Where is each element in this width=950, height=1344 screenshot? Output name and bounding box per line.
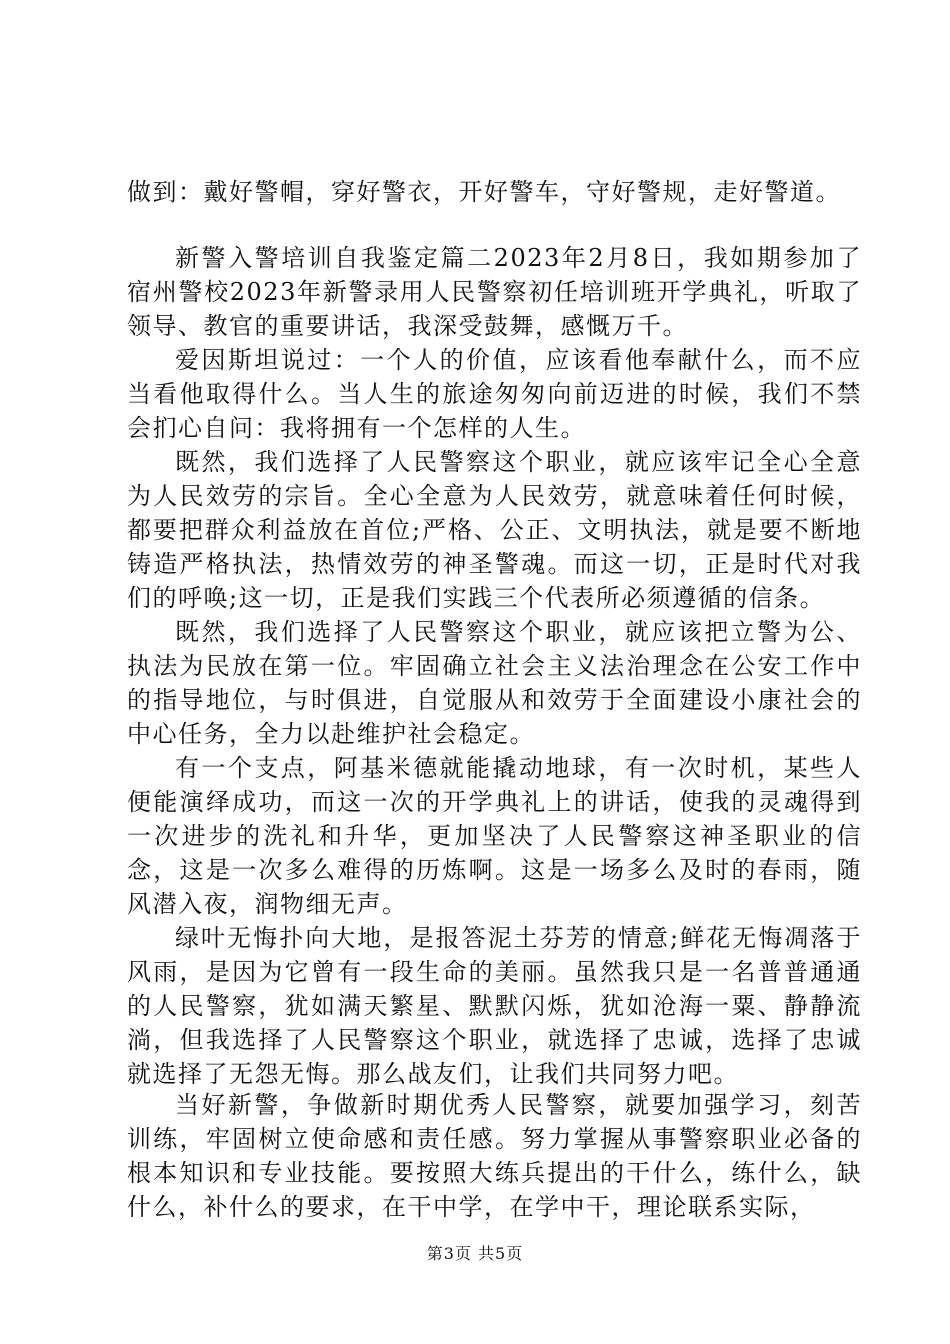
paragraph: 新警入警培训自我鉴定篇二2023年2月8日，我如期参加了宿州警校2023年新警录用人民警察初任培训班开学典礼，听取了领导、教官的重要讲话，我深受鼓舞，感慨万千。 — [127, 244, 862, 340]
paragraph: 绿叶无悔扑向大地，是报答泥土芬芳的情意;鲜花无悔凋落于风雨，是因为它曾有一段生命的美丽。虽然我只是一名普普通通的人民警察，犹如满天繁星、默默闪烁，犹如沧海一粟、静静流淌，但我选择了人民警察这个职业，就选择了忠诚，选择了忠诚就选择了无怨无悔。那么战友们，让我们共同努力吧。 — [127, 924, 862, 1088]
paragraph: 爱因斯坦说过：一个人的价值，应该看他奉献什么，而不应当看他取得什么。当人生的旅途匆匆向前迈进的时候，我们不禁会扪心自问：我将拥有一个怎样的人生。 — [127, 346, 862, 442]
paragraph: 既然，我们选择了人民警察这个职业，就应该牢记全心全意为人民效劳的宗旨。全心全意为人民效劳，就意味着任何时候，都要把群众利益放在首位;严格、公正、文明执法，就是要不断地铸造严格执法，热情效劳的神圣警魂。而这一切，正是时代对我们的呼唤;这一切，正是我们实践三个代表所必须遵循的信条。 — [127, 448, 862, 612]
paragraph-group-b — [127, 1088, 862, 1224]
page-footer — [0, 1241, 950, 1264]
paragraph: 有一个支点，阿基米德就能撬动地球，有一次时机，某些人便能演绎成功，而这一次的开学典礼上的讲话，使我的灵魂得到一次进步的洗礼和升华，更加坚决了人民警察这神圣职业的信念，这是一次多么难得的历炼啊。这是一场多么及时的春雨，随风潜入夜，润物细无声。 — [127, 754, 862, 918]
page-number-label: 第3页 共5页 — [426, 1244, 524, 1263]
paragraph: 既然，我们选择了人民警察这个职业，就应该把立警为公、执法为民放在第一位。牢固确立社会主义法治理念在公安工作中的指导地位，与时俱进，自觉服从和效劳于全面建设小康社会的中心任务，全力以赴维护社会稳定。 — [127, 618, 862, 748]
paragraph: 当好新警，争做新时期优秀人民警察，就要加强学习，刻苦训练，牢固树立使命感和责任感。努力掌握从事警察职业必备的根本知识和专业技能。要按照大练兵提出的干什么，练什么，缺什么，补什么的要求，在干中学，在学中干，理论联系实际， — [127, 1091, 862, 1221]
lead-paragraph-block — [127, 175, 862, 209]
paragraph-group-a — [127, 241, 862, 1091]
lead-line: 做到：戴好警帽，穿好警衣，开好警车，守好警规，走好警道。 — [127, 178, 841, 206]
